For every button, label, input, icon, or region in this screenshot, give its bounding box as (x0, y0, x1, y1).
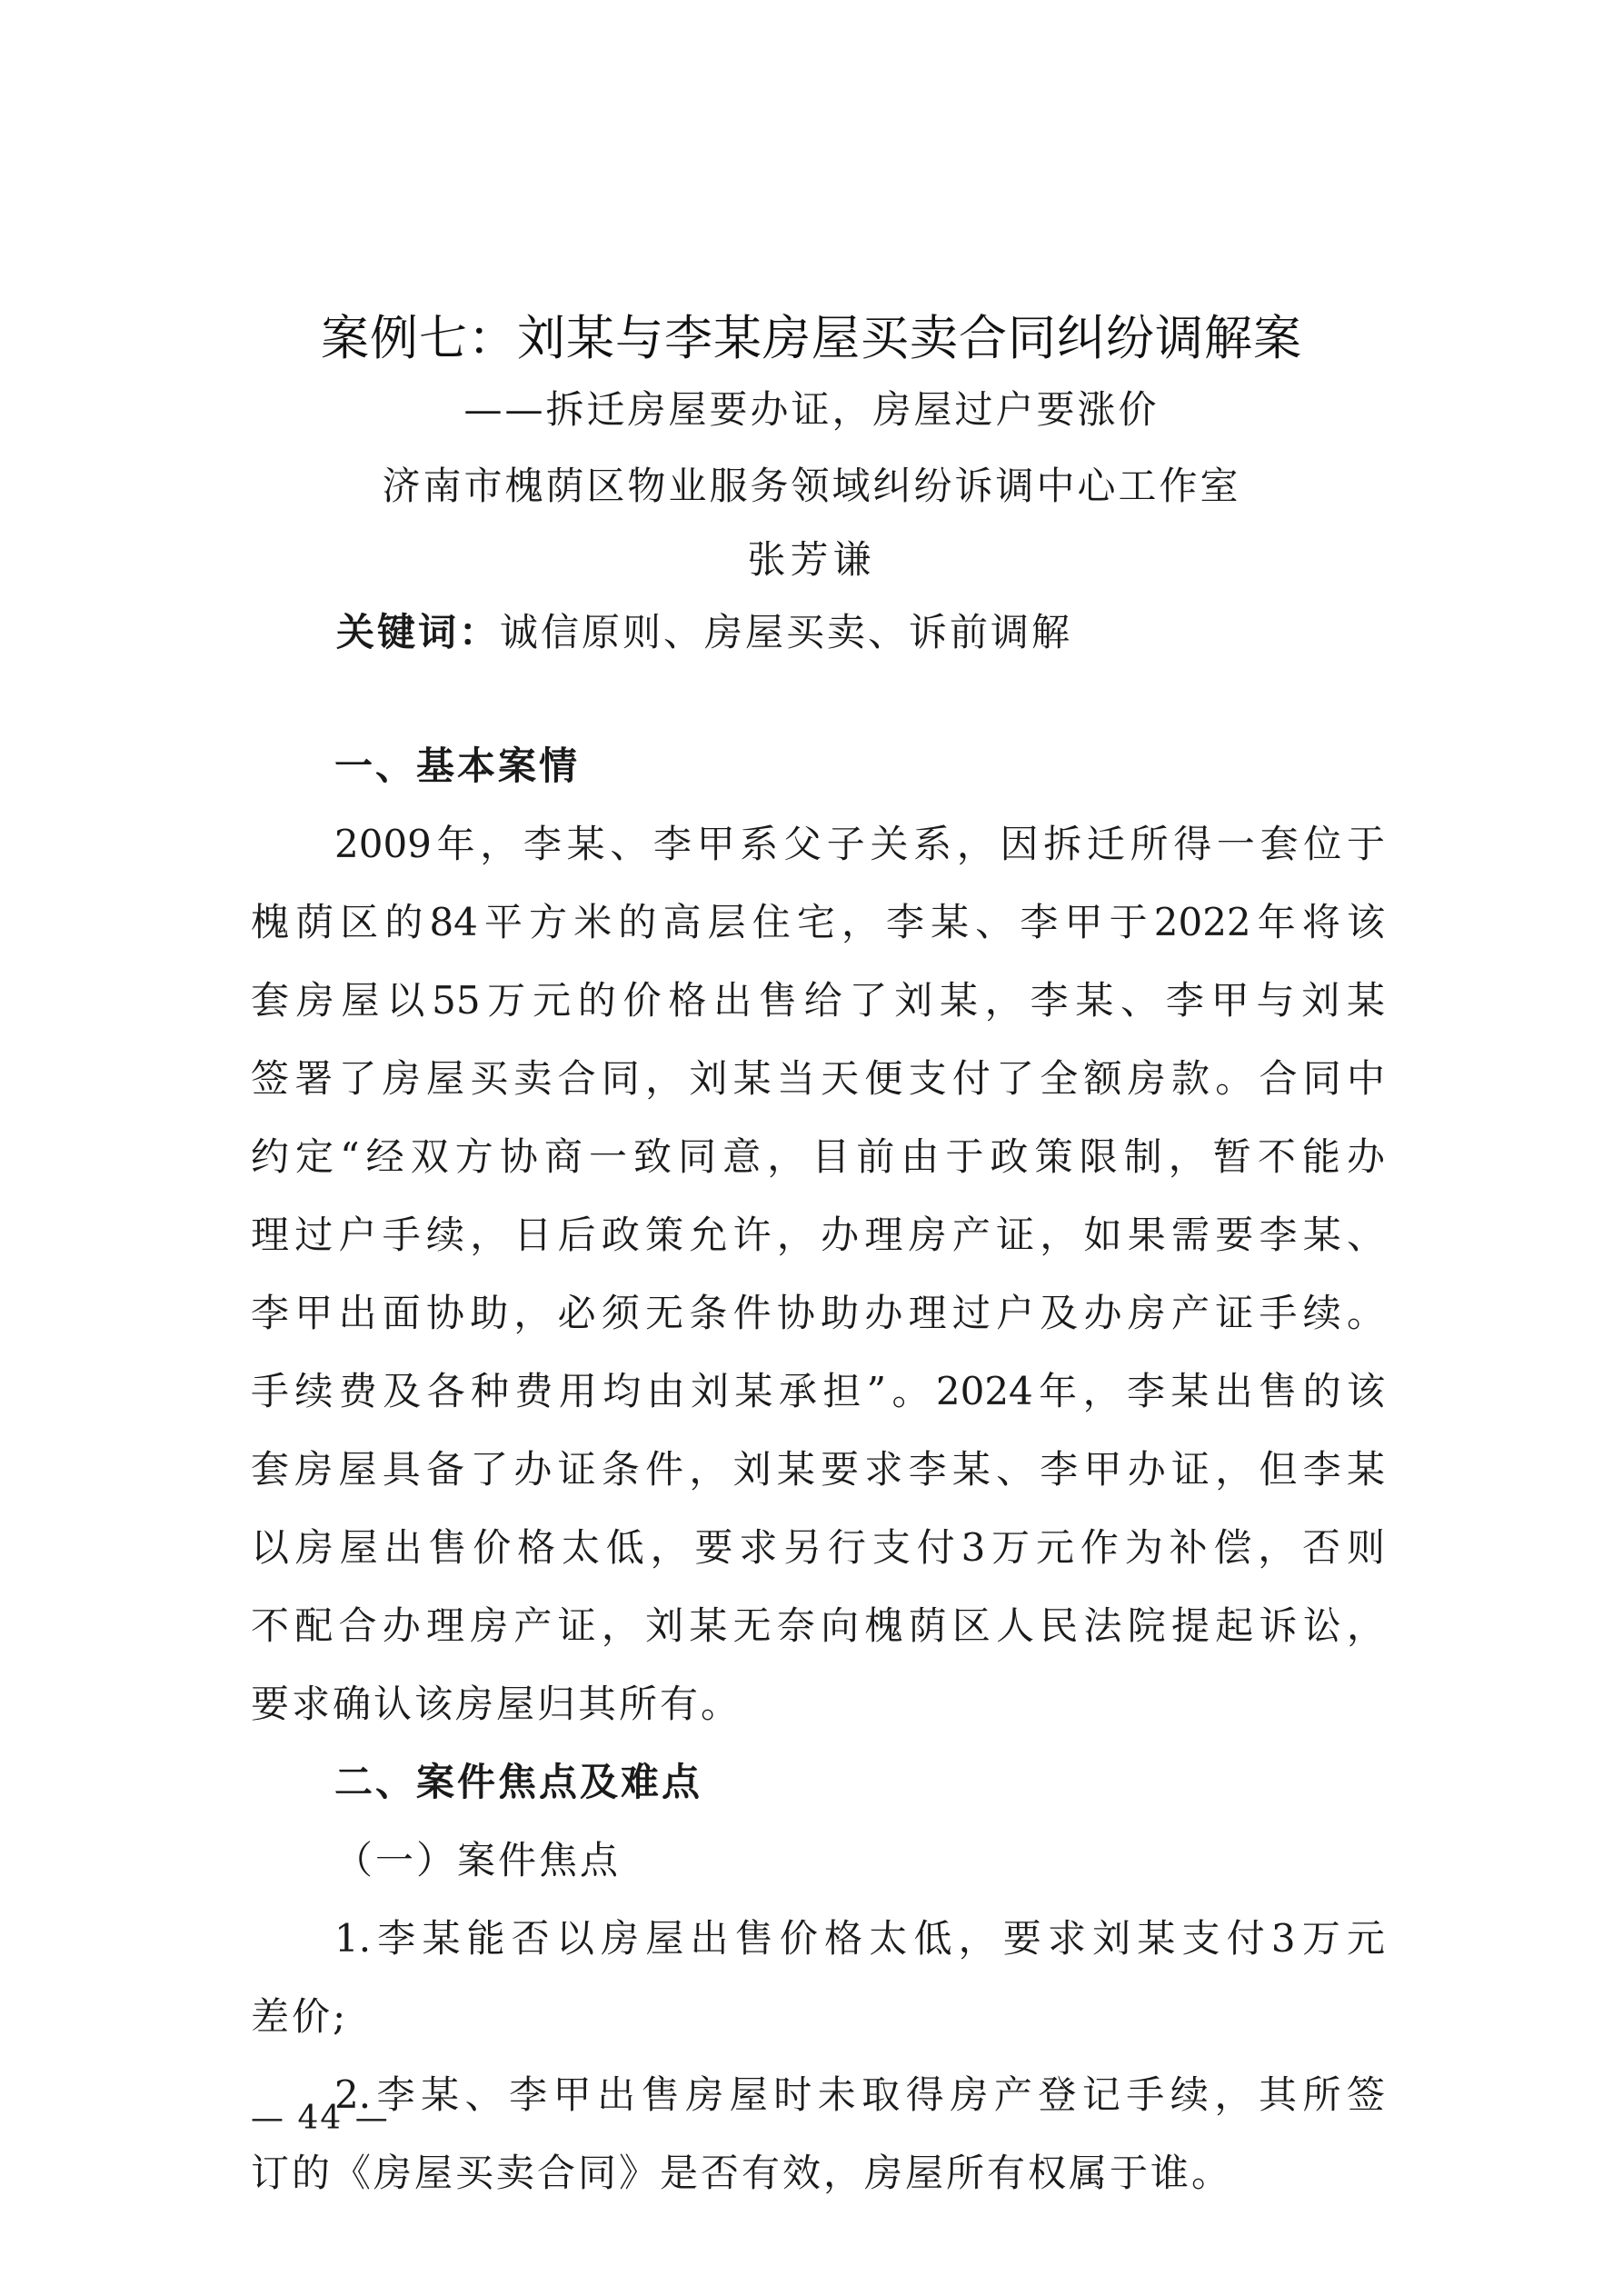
paragraph-line: 要求确认该房屋归其所有。 (251, 1682, 742, 1726)
paragraph-line: 手续费及各种费用均由刘某承担”。2024年，李某出售的该 (251, 1369, 1385, 1413)
keywords-line (336, 603, 1072, 663)
subsection-heading: （一）案件焦点 (334, 1838, 622, 1882)
list-item-line: 1.李某能否以房屋出售价格太低，要求刘某支付3万元 (334, 1916, 1385, 1961)
paragraph-line: 槐荫区的84平方米的高层住宅，李某、李甲于2022年将该 (251, 900, 1385, 944)
paragraph-line: 签署了房屋买卖合同，刘某当天便支付了全额房款。合同中 (251, 1056, 1385, 1101)
keywords-value: 诚信原则、房屋买卖、诉前调解 (500, 610, 1073, 654)
paragraph-line: 以房屋出售价格太低，要求另行支付3万元作为补偿，否则 (251, 1525, 1385, 1570)
case-title: 案例七：刘某与李某房屋买卖合同纠纷调解案 (321, 311, 1302, 366)
paragraph-line: 不配合办理房产证，刘某无奈向槐荫区人民法院提起诉讼， (251, 1603, 1385, 1648)
list-item-line: 差价; (251, 1994, 349, 2039)
case-subtitle: ——拆迁房屋要办证，房屋过户要涨价 (463, 387, 1160, 432)
author-organization: 济南市槐荫区物业服务领域纠纷诉调中心工作室 (382, 464, 1241, 508)
section-basic-facts (251, 727, 1385, 2212)
paragraph-line: 约定“经双方协商一致同意，目前由于政策限制，暂不能办 (251, 1134, 1385, 1179)
keywords-label: 关键词： (336, 610, 501, 654)
section-heading: 二、案件焦点及难点 (334, 1760, 703, 1804)
paragraph-line: 李甲出面协助，必须无条件协助办理过户及办房产证手续。 (251, 1291, 1385, 1335)
paragraph-line: 2009年，李某、李甲系父子关系，因拆迁所得一套位于 (334, 822, 1385, 866)
section-heading: 一、基本案情 (334, 744, 581, 788)
list-item-line: 2.李某、李甲出售房屋时未取得房产登记手续，其所签 (334, 2072, 1385, 2117)
list-item-line: 订的《房屋买卖合同》是否有效，房屋所有权属于谁。 (251, 2151, 1233, 2195)
author-name: 张芳谦 (747, 537, 876, 582)
page-number: — 44 — (251, 2100, 390, 2137)
paragraph-line: 理过户手续，日后政策允许，办理房产证，如果需要李某、 (251, 1213, 1385, 1257)
paragraph-line: 套房屋具备了办证条件，刘某要求李某、李甲办证，但李某 (251, 1447, 1385, 1492)
paragraph-line: 套房屋以55万元的价格出售给了刘某，李某、李甲与刘某 (251, 978, 1385, 1023)
